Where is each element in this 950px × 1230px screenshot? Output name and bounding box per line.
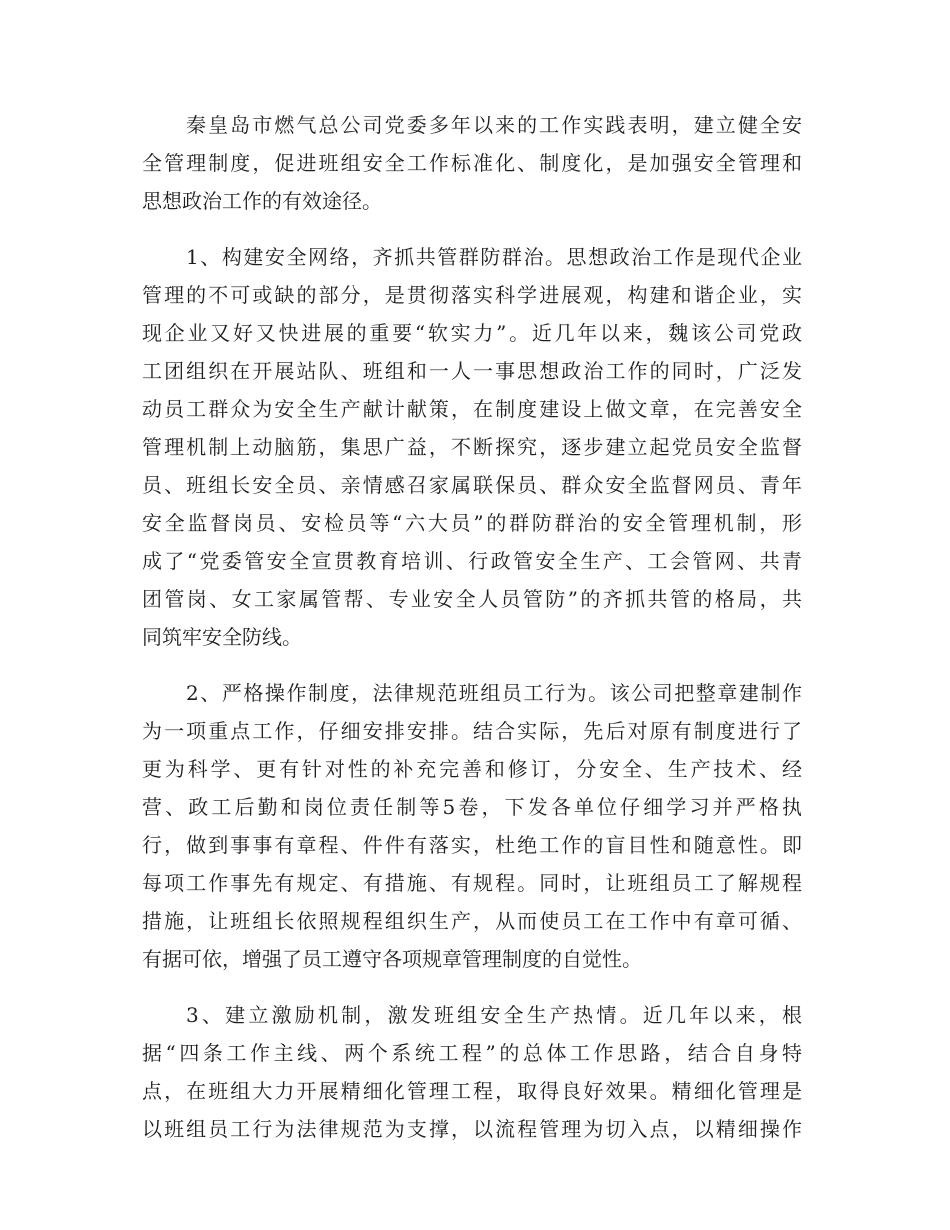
- text-line: 全管理制度，促进班组安全工作标准化、制度化，是加强安全管理和: [142, 151, 802, 175]
- text-line: 工团组织在开展站队、班组和一人一事思想政治工作的同时，广泛发: [142, 359, 802, 383]
- text-line: 安全监督岗员、安检员等“六大员”的群防群治的安全管理机制，形: [142, 511, 802, 535]
- document-body: [142, 106, 802, 1166]
- paragraph-1: [142, 238, 802, 656]
- text-line: 2、严格操作制度，法律规范班组员工行为。该公司把整章建制作: [186, 681, 802, 705]
- text-line: 为一项重点工作，仔细安排安排。结合实际，先后对原有制度进行了: [142, 719, 802, 743]
- text-line: 有据可依，增强了员工遵守各项规章管理制度的自觉性。: [142, 947, 642, 971]
- text-line: 营、政工后勤和岗位责任制等5卷，下发各单位仔细学习并严格执: [142, 795, 802, 819]
- paragraph-3: [142, 996, 802, 1148]
- text-line: 动员工群众为安全生产献计献策，在制度建设上做文章，在完善安全: [142, 397, 802, 421]
- text-line: 思想政治工作的有效途径。: [142, 189, 382, 213]
- paragraph-intro: [142, 106, 802, 220]
- text-line: 每项工作事先有规定、有措施、有规程。同时，让班组员工了解规程: [142, 871, 802, 895]
- paragraph-2: [142, 674, 802, 978]
- text-line: 3、建立激励机制，激发班组安全生产热情。近几年以来，根: [186, 1003, 802, 1027]
- text-line: 秦皇岛市燃气总公司党委多年以来的工作实践表明，建立健全安: [186, 113, 802, 137]
- text-line: 更为科学、更有针对性的补充完善和修订，分安全、生产技术、经: [142, 757, 802, 781]
- text-line: 以班组员工行为法律规范为支撑，以流程管理为切入点，以精细操作: [142, 1117, 802, 1141]
- text-line: 管理的不可或缺的部分，是贯彻落实科学进展观，构建和谐企业，实: [142, 283, 802, 307]
- text-line: 1、构建安全网络，齐抓共管群防群治。思想政治工作是现代企业: [186, 245, 802, 269]
- text-line: 现企业又好又快进展的重要“软实力”。近几年以来，魏该公司党政: [142, 321, 802, 345]
- text-line: 同筑牢安全防线。: [142, 625, 302, 649]
- text-line: 据“四条工作主线、两个系统工程”的总体工作思路，结合自身特: [142, 1041, 802, 1065]
- text-line: 措施，让班组长依照规程组织生产，从而使员工在工作中有章可循、: [142, 909, 802, 933]
- text-line: 团管岗、女工家属管帮、专业安全人员管防”的齐抓共管的格局，共: [142, 587, 802, 611]
- text-line: 点，在班组大力开展精细化管理工程，取得良好效果。精细化管理是: [142, 1079, 802, 1103]
- text-line: 员、班组长安全员、亲情感召家属联保员、群众安全监督网员、青年: [142, 473, 802, 497]
- text-line: 管理机制上动脑筋，集思广益，不断探究，逐步建立起党员安全监督: [142, 435, 802, 459]
- text-line: 行，做到事事有章程、件件有落实，杜绝工作的盲目性和随意性。即: [142, 833, 802, 857]
- text-line: 成了“党委管安全宣贯教育培训、行政管安全生产、工会管网、共青: [142, 549, 802, 573]
